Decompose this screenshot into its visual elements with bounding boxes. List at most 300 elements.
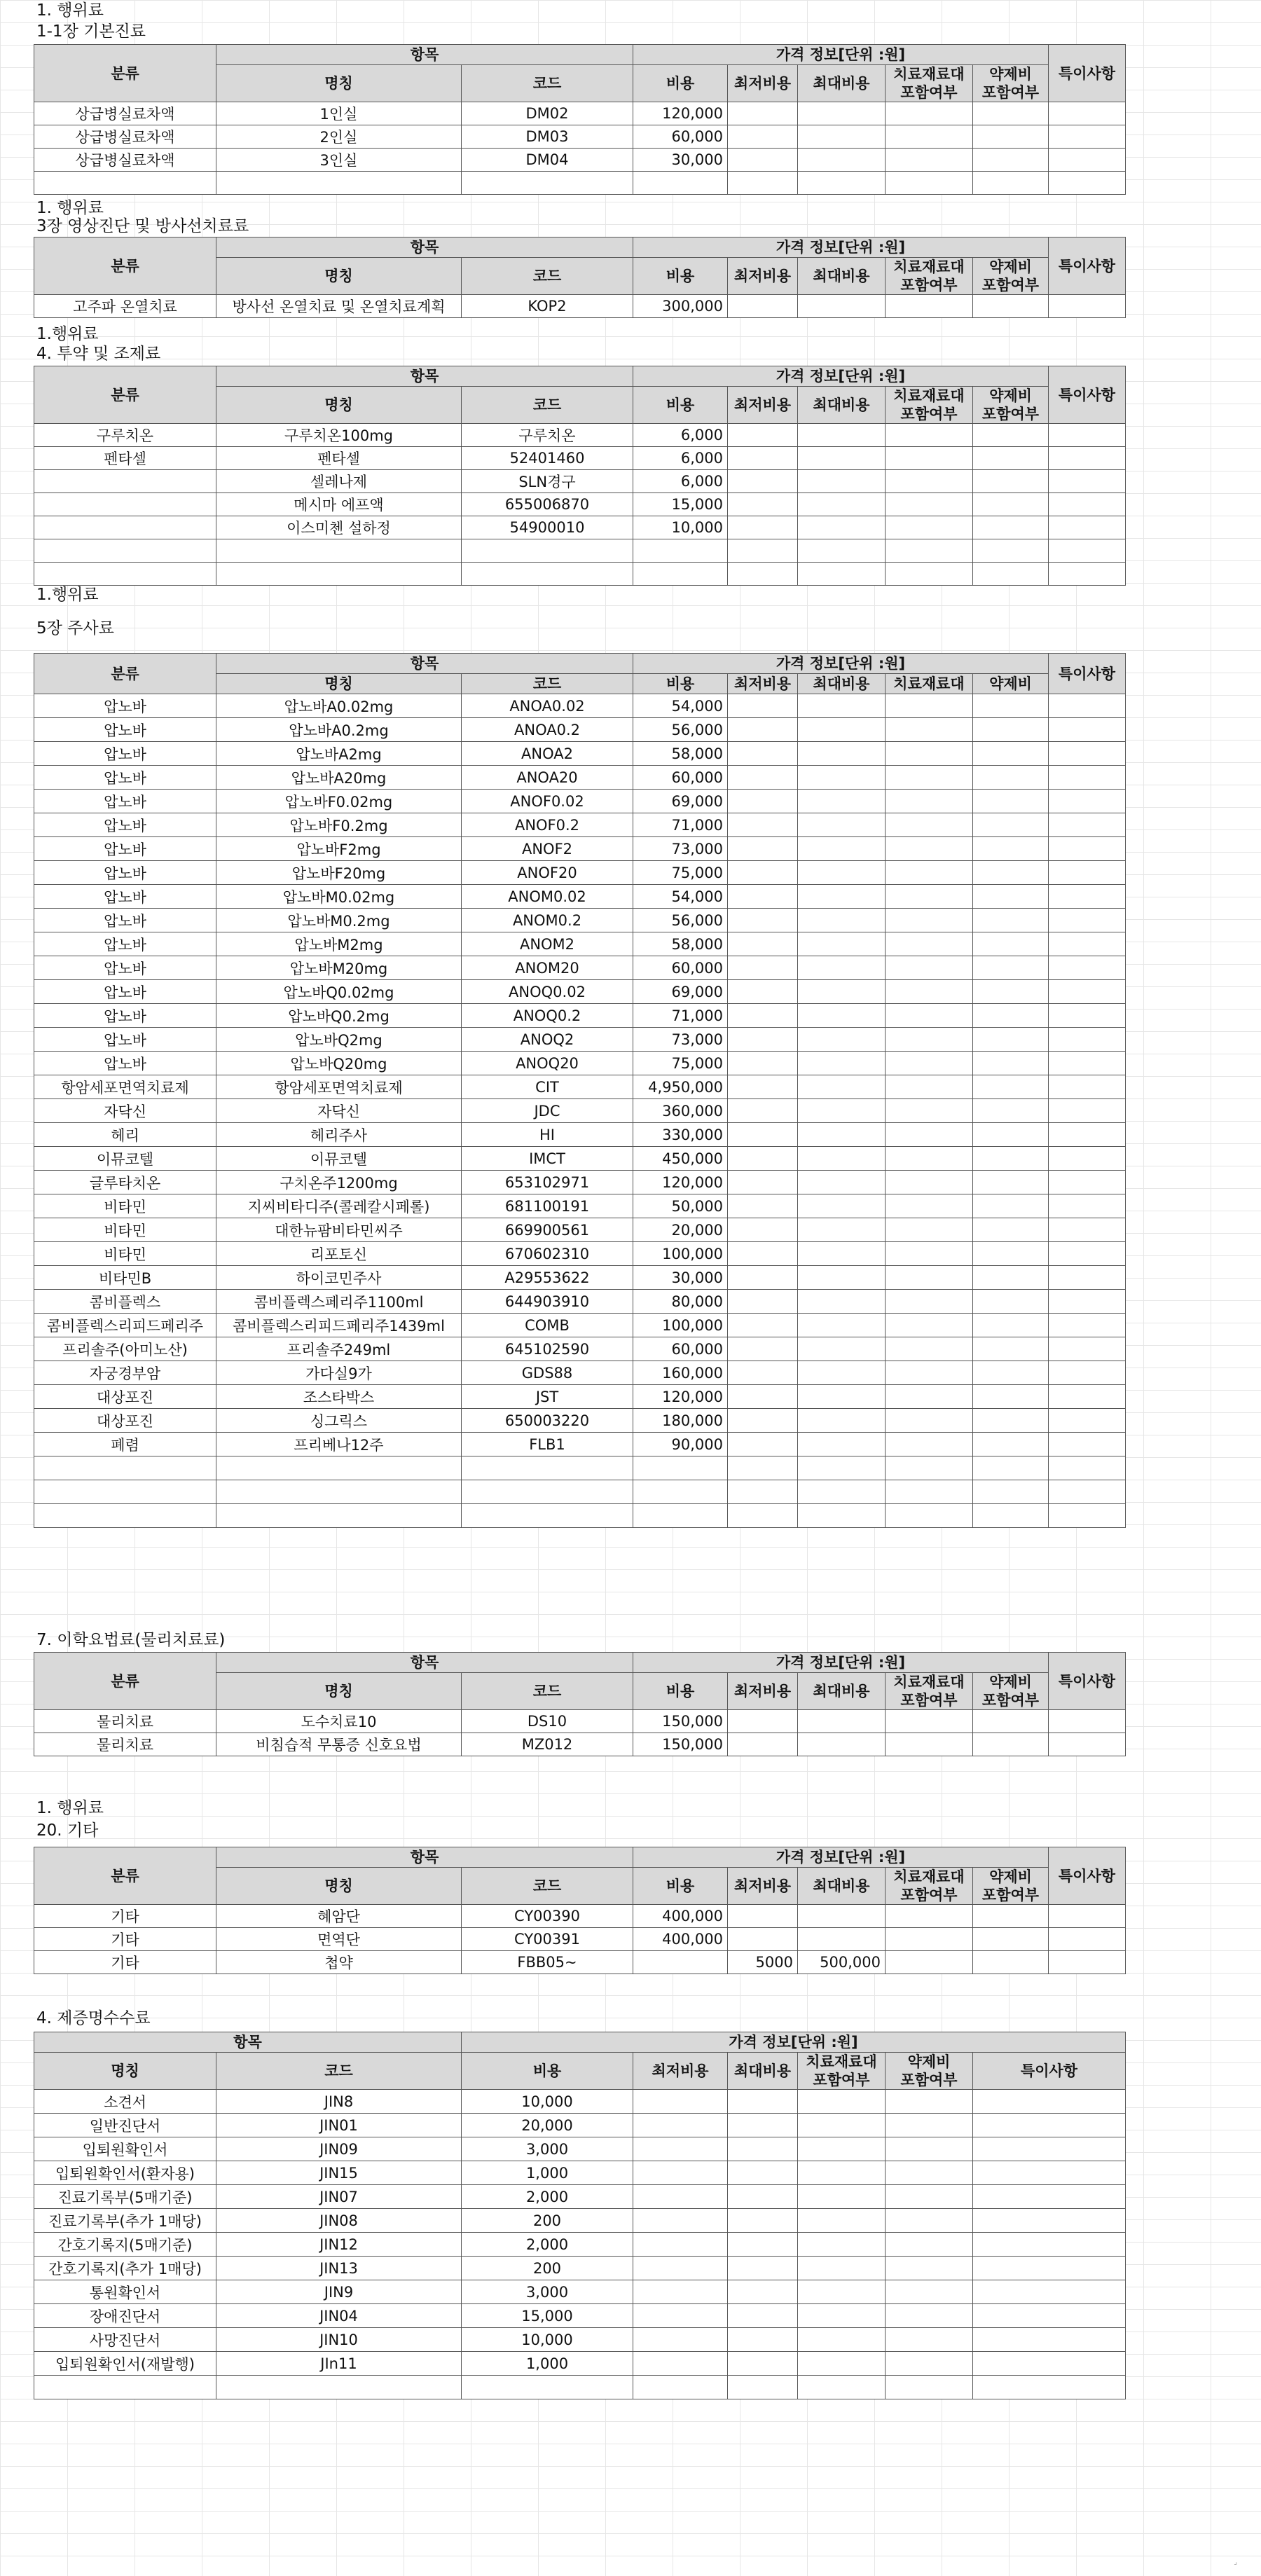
cell-name: 압노바A0.2mg — [216, 718, 462, 742]
cell-group: 압노바 — [34, 1052, 216, 1075]
cell-cost: 400,000 — [633, 1928, 728, 1951]
cell-min — [633, 2257, 728, 2280]
cell-name: 싱그릭스 — [216, 1409, 462, 1433]
cell-max — [798, 1290, 886, 1314]
cell-special — [973, 2114, 1126, 2137]
cell-max — [798, 1266, 886, 1290]
cell-special — [1049, 125, 1126, 149]
cell-special — [1049, 516, 1126, 539]
cell-treatment — [886, 1951, 973, 1974]
cell-code: JIN8 — [216, 2090, 462, 2114]
cell-treatment — [886, 1218, 973, 1242]
header-treatment-included-line2: 포함여부 — [900, 1887, 958, 1903]
cell-code: JIN9 — [216, 2280, 462, 2304]
header-price: 가격 정보[단위 :원] — [462, 2032, 1126, 2053]
header-code: 코드 — [462, 1673, 633, 1710]
cell-name: 입퇴원확인서(재발행) — [34, 2352, 216, 2376]
cell-max — [798, 539, 886, 563]
cell-code: JIN10 — [216, 2328, 462, 2352]
cell-max — [728, 2161, 798, 2185]
table-row — [34, 813, 1126, 837]
cell-cost: 100,000 — [633, 1314, 728, 1337]
cell-special — [1049, 1733, 1126, 1756]
cell-min — [728, 1433, 798, 1456]
cell-drug — [973, 980, 1049, 1004]
cell-code: ANOQ0.02 — [462, 980, 633, 1004]
cell-name: 소견서 — [34, 2090, 216, 2114]
cell-treatment — [798, 2280, 886, 2304]
cell-special — [1049, 295, 1126, 318]
cell-special — [1049, 1905, 1126, 1928]
cell-max — [798, 1075, 886, 1099]
table-physical-therapy — [34, 1652, 1126, 1756]
cell-min — [728, 1266, 798, 1290]
cell-special — [1049, 1123, 1126, 1147]
cell-treatment — [886, 932, 973, 956]
cell-max — [728, 2280, 798, 2304]
cell-code: JIN07 — [216, 2185, 462, 2209]
cell-special — [1049, 980, 1126, 1004]
cell-code: 653102971 — [462, 1171, 633, 1194]
cell-code — [462, 539, 633, 563]
cell-special — [1049, 766, 1126, 790]
header-name: 명칭 — [216, 674, 462, 694]
cell-max — [728, 2328, 798, 2352]
cell-cost: 75,000 — [633, 861, 728, 885]
cell-max — [798, 1099, 886, 1123]
cell-drug — [886, 2209, 973, 2233]
cell-max — [798, 980, 886, 1004]
header-special: 특이사항 — [1049, 1653, 1126, 1710]
cell-cost — [633, 1504, 728, 1528]
cell-treatment — [886, 909, 973, 932]
cell-code: JIN08 — [216, 2209, 462, 2233]
cell-name: 콤비플렉스페리주1100ml — [216, 1290, 462, 1314]
table-row — [34, 1504, 1126, 1528]
cell-treatment — [798, 2304, 886, 2328]
cell-name: 헤리주사 — [216, 1123, 462, 1147]
header-group: 분류 — [34, 45, 216, 102]
cell-name: 셀레나제 — [216, 470, 462, 493]
header-cost: 비용 — [462, 2053, 633, 2090]
cell-treatment — [886, 1004, 973, 1028]
header-min: 최저비용 — [728, 65, 798, 102]
cell-group: 프리솔주(아미노산) — [34, 1337, 216, 1361]
section-2-subtitle: 3장 영상진단 및 방사선치료료 — [36, 217, 249, 235]
header-price: 가격 정보[단위 :원] — [633, 237, 1049, 258]
cell-cost: 50,000 — [633, 1194, 728, 1218]
cell-group: 압노바 — [34, 1028, 216, 1052]
header-special: 특이사항 — [1049, 654, 1126, 694]
cell-cost: 4,950,000 — [633, 1075, 728, 1099]
cell-drug — [973, 1361, 1049, 1385]
cell-group: 자궁경부암 — [34, 1361, 216, 1385]
cell-treatment — [886, 742, 973, 766]
table-row — [34, 790, 1126, 813]
cell-max — [798, 909, 886, 932]
cell-name: 이스미첸 설하정 — [216, 516, 462, 539]
cell-cost: 54,000 — [633, 885, 728, 909]
cell-special — [1049, 1147, 1126, 1171]
cell-special — [973, 2137, 1126, 2161]
cell-cost: 75,000 — [633, 1052, 728, 1075]
cell-max — [728, 2304, 798, 2328]
cell-max — [798, 516, 886, 539]
cell-drug — [973, 790, 1049, 813]
cell-code: 650003220 — [462, 1409, 633, 1433]
cell-code: DM02 — [462, 102, 633, 125]
cell-name — [216, 172, 462, 195]
cell-name: 면역단 — [216, 1928, 462, 1951]
cell-treatment — [798, 2352, 886, 2376]
cell-special — [1049, 790, 1126, 813]
header-max: 최대비용 — [728, 2053, 798, 2090]
cell-treatment — [886, 837, 973, 861]
cell-min — [728, 493, 798, 516]
cell-name: 진료기록부(5매기준) — [34, 2185, 216, 2209]
cell-code: HI — [462, 1123, 633, 1147]
header-code: 코드 — [462, 387, 633, 424]
cell-max — [798, 1337, 886, 1361]
cell-min — [728, 1733, 798, 1756]
cell-group: 상급병실료차액 — [34, 125, 216, 149]
cell-special — [973, 2304, 1126, 2328]
cell-code: ANOA20 — [462, 766, 633, 790]
cell-group: 비타민 — [34, 1218, 216, 1242]
cell-special — [1049, 1075, 1126, 1099]
cell-group: 압노바 — [34, 1004, 216, 1028]
cell-treatment — [886, 1242, 973, 1266]
header-cost: 비용 — [633, 387, 728, 424]
section-1-title: 1. 행위료 — [36, 1, 104, 20]
cell-special — [1049, 1361, 1126, 1385]
cell-cost: 6,000 — [633, 470, 728, 493]
cell-treatment — [886, 1147, 973, 1171]
cell-treatment — [886, 1504, 973, 1528]
header-price: 가격 정보[단위 :원] — [633, 654, 1049, 674]
header-treatment-included-line1: 치료재료대 — [806, 2053, 877, 2070]
cell-max — [798, 1004, 886, 1028]
cell-cost: 60,000 — [633, 1337, 728, 1361]
table-row — [34, 1147, 1126, 1171]
cell-treatment — [886, 125, 973, 149]
header-treatment-included-line2: 포함여부 — [900, 277, 958, 294]
cell-cost: 10,000 — [462, 2328, 633, 2352]
table-row — [34, 1123, 1126, 1147]
cell-max — [798, 447, 886, 470]
cell-treatment — [886, 1314, 973, 1337]
cell-max — [798, 1385, 886, 1409]
cell-treatment — [886, 1928, 973, 1951]
cell-name: 비침습적 무통증 신호요법 — [216, 1733, 462, 1756]
header-drug-included-line2: 포함여부 — [981, 406, 1040, 422]
table-row — [34, 1409, 1126, 1433]
header-min: 최저비용 — [728, 1868, 798, 1905]
cell-special — [1049, 861, 1126, 885]
table-row — [34, 2090, 1126, 2114]
table-row — [34, 295, 1126, 318]
cell-max — [798, 1123, 886, 1147]
cell-special — [1049, 102, 1126, 125]
cell-code: CIT — [462, 1075, 633, 1099]
cell-group — [34, 1456, 216, 1480]
cell-group: 고주파 온열치료 — [34, 295, 216, 318]
cell-special — [1049, 813, 1126, 837]
cell-treatment — [886, 172, 973, 195]
cell-group: 압노바 — [34, 861, 216, 885]
cell-min — [728, 1480, 798, 1504]
cell-code: 669900561 — [462, 1218, 633, 1242]
cell-name: 프리베나12주 — [216, 1433, 462, 1456]
cell-min — [728, 694, 798, 718]
cell-code: ANOM0.2 — [462, 909, 633, 932]
header-special: 특이사항 — [1049, 1847, 1126, 1905]
header-cost: 비용 — [633, 258, 728, 295]
cell-code — [462, 1504, 633, 1528]
header-min: 최저비용 — [728, 258, 798, 295]
cell-cost — [633, 1456, 728, 1480]
cell-name: 구치온주1200mg — [216, 1171, 462, 1194]
cell-treatment — [798, 2090, 886, 2114]
cell-drug — [973, 172, 1049, 195]
cell-treatment — [886, 1075, 973, 1099]
cell-max — [798, 766, 886, 790]
cell-cost — [633, 172, 728, 195]
table-row — [34, 1928, 1126, 1951]
cell-code: MZ012 — [462, 1733, 633, 1756]
cell-code: JIn11 — [216, 2352, 462, 2376]
cell-name: 3인실 — [216, 149, 462, 172]
cell-drug — [886, 2280, 973, 2304]
cell-min — [728, 1242, 798, 1266]
cell-max — [728, 2114, 798, 2137]
cell-cost: 6,000 — [633, 424, 728, 447]
header-drug-included-line2: 포함여부 — [981, 1887, 1040, 1903]
table-row — [34, 1456, 1126, 1480]
cell-special — [1049, 1004, 1126, 1028]
cell-code: 670602310 — [462, 1242, 633, 1266]
cell-cost — [633, 1480, 728, 1504]
cell-drug — [886, 2376, 973, 2399]
table-row — [34, 2328, 1126, 2352]
cell-name — [34, 2376, 216, 2399]
cell-max — [798, 424, 886, 447]
table-row — [34, 2161, 1126, 2185]
cell-min — [633, 2233, 728, 2257]
cell-group: 압노바 — [34, 813, 216, 837]
cell-special — [1049, 1242, 1126, 1266]
header-item: 항목 — [216, 1653, 633, 1673]
cell-max — [798, 1242, 886, 1266]
cell-cost: 300,000 — [633, 295, 728, 318]
cell-code: ANOQ0.2 — [462, 1004, 633, 1028]
cell-max — [798, 1409, 886, 1433]
table-row — [34, 1028, 1126, 1052]
table-row — [34, 837, 1126, 861]
cell-max — [798, 1710, 886, 1733]
table-row — [34, 424, 1126, 447]
cell-treatment — [886, 694, 973, 718]
header-special: 특이사항 — [1049, 237, 1126, 295]
table-row — [34, 956, 1126, 980]
cell-name: 대한뉴팜비타민씨주 — [216, 1218, 462, 1242]
header-price: 가격 정보[단위 :원] — [633, 1653, 1049, 1673]
section-7-title: 4. 제증명수수료 — [36, 2009, 151, 2027]
cell-drug — [973, 1480, 1049, 1504]
cell-max — [728, 2137, 798, 2161]
cell-code: 52401460 — [462, 447, 633, 470]
cell-group — [34, 563, 216, 586]
table-row — [34, 172, 1126, 195]
cell-special — [1049, 493, 1126, 516]
table-row — [34, 2137, 1126, 2161]
cell-treatment — [886, 861, 973, 885]
cell-group: 자닥신 — [34, 1099, 216, 1123]
cell-drug — [886, 2352, 973, 2376]
table-row — [34, 447, 1126, 470]
header-treatment-included — [886, 258, 973, 295]
cell-drug — [973, 1099, 1049, 1123]
cell-max — [798, 1504, 886, 1528]
header-special: 특이사항 — [973, 2053, 1126, 2090]
table-row — [34, 1433, 1126, 1456]
header-name: 명칭 — [216, 258, 462, 295]
cell-cost: 58,000 — [633, 932, 728, 956]
table-row — [34, 493, 1126, 516]
cell-cost: 120,000 — [633, 102, 728, 125]
cell-treatment — [798, 2185, 886, 2209]
cell-code: CY00391 — [462, 1928, 633, 1951]
cell-treatment — [886, 1710, 973, 1733]
cell-cost: 150,000 — [633, 1710, 728, 1733]
cell-max — [798, 1028, 886, 1052]
cell-drug — [886, 2161, 973, 2185]
cell-name: 지씨비타디주(콜레칼시페롤) — [216, 1194, 462, 1218]
header-drug-included-line1: 약제비 — [989, 1868, 1032, 1885]
cell-cost: 90,000 — [633, 1433, 728, 1456]
cell-max — [798, 1171, 886, 1194]
cell-code: 54900010 — [462, 516, 633, 539]
header-drug-included-line1: 약제비 — [989, 259, 1032, 275]
header-treatment-included-line1: 치료재료대 — [893, 1868, 965, 1885]
table-injection — [34, 653, 1126, 1528]
cell-treatment — [886, 1123, 973, 1147]
header-item: 항목 — [216, 1847, 633, 1868]
cell-code — [462, 172, 633, 195]
cell-code: ANOM0.02 — [462, 885, 633, 909]
cell-min — [633, 2376, 728, 2399]
cell-special — [973, 2328, 1126, 2352]
cell-drug — [886, 2114, 973, 2137]
header-treatment-included — [886, 1673, 973, 1710]
header-drug-included — [973, 65, 1049, 102]
cell-code: KOP2 — [462, 295, 633, 318]
cell-cost: 56,000 — [633, 718, 728, 742]
cell-name: 통원확인서 — [34, 2280, 216, 2304]
header-price: 가격 정보[단위 :원] — [633, 1847, 1049, 1868]
cell-drug — [973, 539, 1049, 563]
cell-special — [973, 2280, 1126, 2304]
table-row — [34, 2280, 1126, 2304]
header-drug-included-line1: 약제비 — [907, 2053, 951, 2070]
cell-cost: 73,000 — [633, 1028, 728, 1052]
cell-min — [728, 172, 798, 195]
table-row — [34, 563, 1126, 586]
cell-max — [798, 1433, 886, 1456]
section-1-subtitle: 1-1장 기본진료 — [36, 22, 146, 41]
cell-drug — [973, 1409, 1049, 1433]
header-price: 가격 정보[단위 :원] — [633, 45, 1049, 65]
cell-cost: 400,000 — [633, 1905, 728, 1928]
cell-max — [798, 861, 886, 885]
cell-name — [216, 1504, 462, 1528]
cell-min — [728, 563, 798, 586]
cell-min — [728, 1385, 798, 1409]
cell-treatment — [886, 885, 973, 909]
header-treatment-included-line1: 치료재료대 — [893, 1674, 965, 1690]
cell-treatment — [886, 1385, 973, 1409]
cell-treatment — [798, 2233, 886, 2257]
cell-name: 압노바F20mg — [216, 861, 462, 885]
cell-cost: 3,000 — [462, 2280, 633, 2304]
cell-special — [973, 2209, 1126, 2233]
table-row — [34, 1171, 1126, 1194]
cell-code: 645102590 — [462, 1337, 633, 1361]
cell-name: 메시마 에프액 — [216, 493, 462, 516]
cell-name: 2인실 — [216, 125, 462, 149]
cell-max — [798, 885, 886, 909]
cell-group: 펜타셀 — [34, 447, 216, 470]
cell-name: 간호기록지(추가 1매당) — [34, 2257, 216, 2280]
header-treatment-included-line2: 포함여부 — [900, 406, 958, 422]
cell-group: 기타 — [34, 1905, 216, 1928]
cell-max — [798, 1361, 886, 1385]
cell-treatment — [886, 149, 973, 172]
cell-drug — [973, 1951, 1049, 1974]
cell-name: 이뮤코텔 — [216, 1147, 462, 1171]
cell-min — [728, 424, 798, 447]
cell-special — [1049, 424, 1126, 447]
cell-code: COMB — [462, 1314, 633, 1337]
cell-min — [728, 1314, 798, 1337]
cell-drug — [973, 1123, 1049, 1147]
cell-treatment — [886, 766, 973, 790]
table-row — [34, 1290, 1126, 1314]
cell-cost — [633, 539, 728, 563]
cell-drug — [973, 516, 1049, 539]
cell-drug — [973, 1385, 1049, 1409]
cell-group: 대상포진 — [34, 1409, 216, 1433]
cell-code: JIN12 — [216, 2233, 462, 2257]
cell-min — [728, 909, 798, 932]
cell-treatment — [886, 424, 973, 447]
header-drug-included — [973, 1673, 1049, 1710]
cell-group: 구루치온 — [34, 424, 216, 447]
header-code: 코드 — [462, 65, 633, 102]
cell-max — [728, 2185, 798, 2209]
header-treatment-included-line2: 포함여부 — [900, 84, 958, 101]
header-max: 최대비용 — [798, 65, 886, 102]
cell-max — [798, 1314, 886, 1337]
cell-max — [728, 2090, 798, 2114]
cell-special — [1049, 1194, 1126, 1218]
header-name: 명칭 — [216, 1673, 462, 1710]
cell-min — [728, 125, 798, 149]
cell-special — [1049, 1052, 1126, 1075]
cell-treatment — [886, 1028, 973, 1052]
cell-min — [728, 861, 798, 885]
cell-max — [798, 1052, 886, 1075]
